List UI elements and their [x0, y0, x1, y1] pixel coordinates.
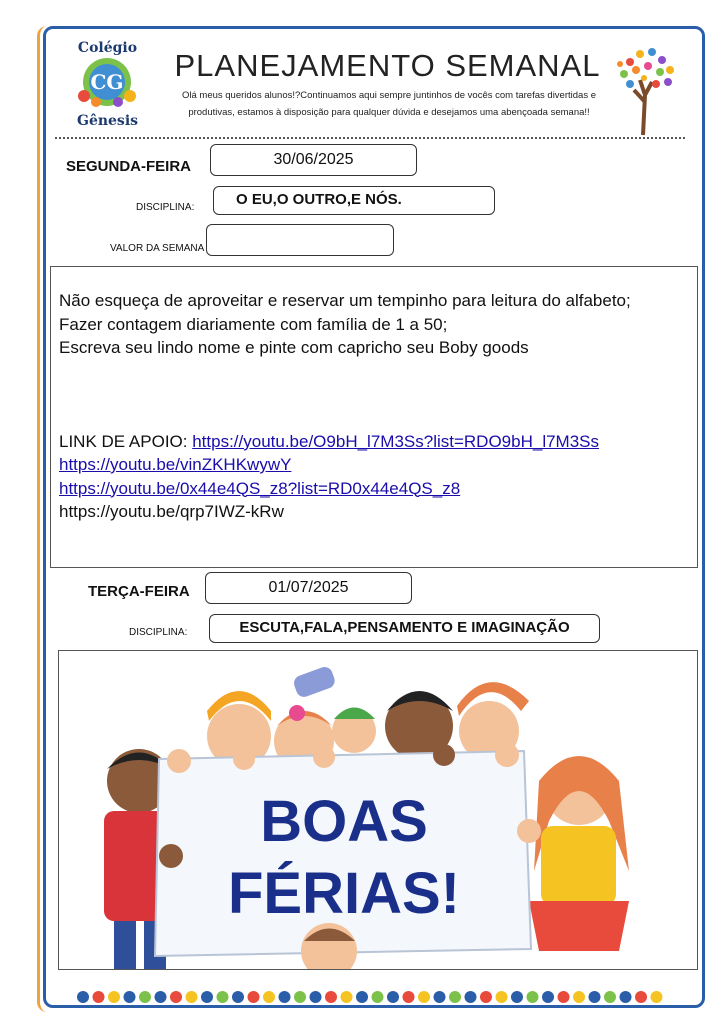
handprint-icon [93, 991, 105, 1003]
handprint-icon [527, 991, 539, 1003]
handprint-border-icon [75, 985, 675, 1007]
handprint-icon [573, 991, 585, 1003]
support-link[interactable]: https://youtu.be/O9bH_l7M3Ss?list=RDO9bH_l7M3Ss [192, 431, 599, 451]
handprint-icon [651, 991, 663, 1003]
logo-monogram: CG [90, 70, 124, 94]
handprint-icon [108, 991, 120, 1003]
handprint-icon [589, 991, 601, 1003]
handprint-icon [558, 991, 570, 1003]
task-item: Escreva seu lindo nome e pinte com capricho seu Boby goods [59, 338, 529, 357]
handprint-icon [604, 991, 616, 1003]
handprint-icon [511, 991, 523, 1003]
monday-tasks-box [50, 266, 698, 568]
handprint-icon [139, 991, 151, 1003]
task-item: Não esqueça de aproveitar e reservar um tempinho para leitura do alfabeto; [59, 291, 631, 310]
handprint-icon [170, 991, 182, 1003]
handprint-icon [248, 991, 260, 1003]
handprint-icon [449, 991, 461, 1003]
intro-message: Olá meus queridos alunos!?Continuamos aqui sempre juntinhos de vocês com tarefas divertidas e produtivas, estamos à disposição para qualquer dúvida e desejamos uma abençoada semana!! [181, 90, 596, 118]
handprint-icon [387, 991, 399, 1003]
handprint-icon [542, 991, 554, 1003]
tuesday-subject: ESCUTA,FALA,PENSAMENTO E IMAGINAÇÃO [209, 614, 600, 643]
support-link[interactable]: https://youtu.be/vinZKHKwywY [59, 455, 292, 474]
handprint-icon [77, 991, 89, 1003]
handprint-icon [635, 991, 647, 1003]
handprint-icon [201, 991, 213, 1003]
monday-subject-label: DISCIPLINA: [136, 202, 195, 213]
banner-line1: BOAS [260, 789, 428, 854]
support-link-plain: https://youtu.be/qrp7IWZ-kRw [59, 502, 284, 521]
handprint-icon [232, 991, 244, 1003]
handprint-icon [480, 991, 492, 1003]
handprint-icon [325, 991, 337, 1003]
handprint-icon [124, 991, 136, 1003]
logo-line1: Colégio [77, 40, 138, 56]
monday-subject: O EU,O OUTRO,E NÓS. [213, 186, 495, 215]
handprint-icon [217, 991, 229, 1003]
handprint-icon [186, 991, 198, 1003]
illustration-box [58, 650, 698, 970]
banner-line2: FÉRIAS! [228, 861, 460, 926]
handprint-icon [310, 991, 322, 1003]
handprint-icon [279, 991, 291, 1003]
logo-emblem-icon [70, 56, 145, 108]
page-title: PLANEJAMENTO SEMANAL [174, 48, 601, 83]
logo-line2: Gênesis [76, 113, 139, 129]
tuesday-label: TERÇA-FEIRA [88, 583, 190, 600]
monday-date: 30/06/2025 [210, 144, 417, 176]
value-field [206, 224, 394, 256]
handprint-icon [434, 991, 446, 1003]
handprint-icon [372, 991, 384, 1003]
support-links-label: LINK DE APOIO: [59, 431, 193, 451]
monday-label: SEGUNDA-FEIRA [66, 158, 192, 175]
tree-icon [610, 40, 680, 135]
tuesday-date: 01/07/2025 [205, 572, 412, 604]
kids-holding-sign-illustration [59, 651, 698, 970]
value-label: VALOR DA SEMANA [110, 243, 205, 254]
tuesday-subject-label: DISCIPLINA: [129, 627, 188, 638]
handprint-icon [341, 991, 353, 1003]
handprint-icon [496, 991, 508, 1003]
handprint-icon [356, 991, 368, 1003]
support-link[interactable]: https://youtu.be/0x44e4QS_z8?list=RD0x44e4QS_z8 [59, 478, 461, 498]
handprint-icon [294, 991, 306, 1003]
handprint-icon [465, 991, 477, 1003]
handprint-icon [155, 991, 167, 1003]
handprint-icon [403, 991, 415, 1003]
handprint-icon [418, 991, 430, 1003]
school-logo [70, 40, 145, 132]
handprint-icon [263, 991, 275, 1003]
handprint-icon [620, 991, 632, 1003]
task-item: Fazer contagem diariamente com família de 1 a 50; [59, 314, 448, 334]
header-divider [55, 137, 685, 139]
